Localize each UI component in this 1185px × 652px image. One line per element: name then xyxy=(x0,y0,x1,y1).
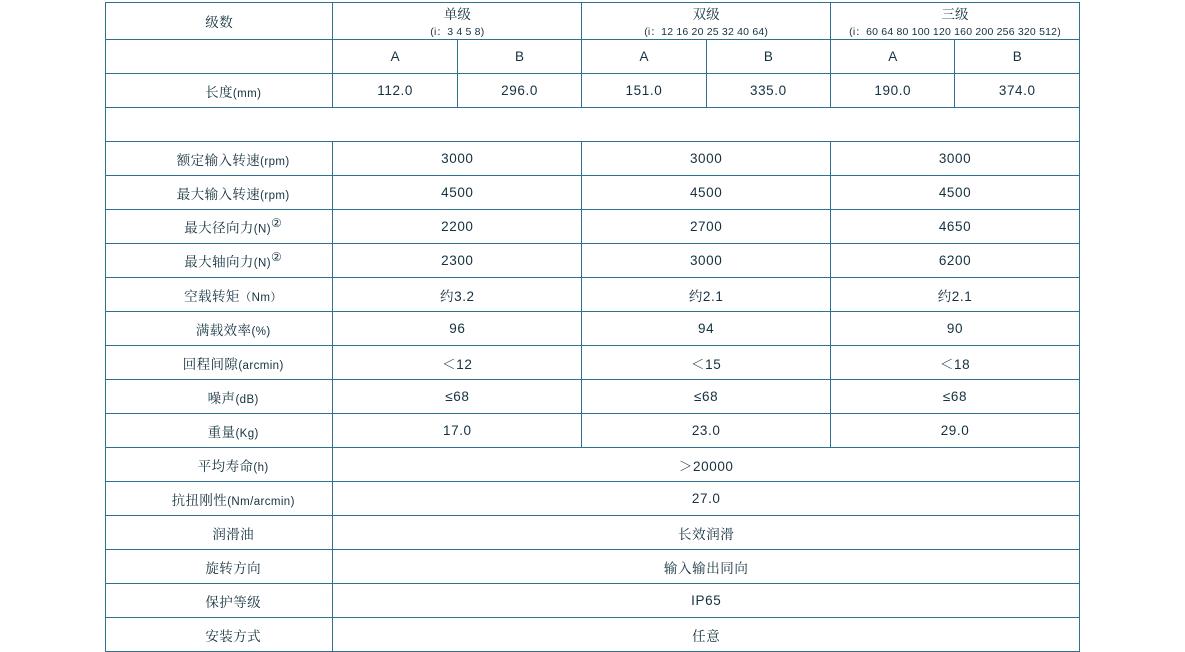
row-unit-backlash: (arcmin) xyxy=(238,359,284,372)
lubricant-value: 长效润滑 xyxy=(333,516,1080,550)
row-note-max-axial-force: ② xyxy=(270,250,283,265)
table-row-length xyxy=(106,74,1080,108)
row-label-average-life-text: 平均寿命 xyxy=(197,458,254,474)
table-row xyxy=(106,414,1080,448)
noise-triple: ≤68 xyxy=(831,380,1080,414)
backlash-double: ＜15 xyxy=(582,346,831,380)
max-radial-force-triple: 4650 xyxy=(831,210,1080,244)
max-axial-force-single: 2300 xyxy=(333,244,582,278)
table-row xyxy=(106,142,1080,176)
row-label-weight-text: 重量 xyxy=(207,424,236,440)
protection-class-value: IP65 xyxy=(333,584,1080,618)
table-row xyxy=(106,346,1080,380)
row-label-torsional-rigidity-text: 抗扭刚性 xyxy=(171,492,228,508)
table-row xyxy=(106,210,1080,244)
length-triple-a: 190.0 xyxy=(831,74,955,108)
row-unit-torsional-rigidity: (Nm/arcmin) xyxy=(227,495,295,508)
table-row xyxy=(106,176,1080,210)
row-unit-length: (mm) xyxy=(232,87,262,100)
row-unit-noise: (dB) xyxy=(235,393,259,406)
header-column-triple xyxy=(831,3,1080,40)
length-triple-b: 374.0 xyxy=(955,74,1080,108)
backlash-single: ＜12 xyxy=(333,346,582,380)
rated-input-speed-double: 3000 xyxy=(582,142,831,176)
row-label-noise xyxy=(106,380,333,414)
row-label-average-life xyxy=(106,448,333,482)
rated-input-speed-triple: 3000 xyxy=(831,142,1080,176)
row-label-backlash xyxy=(106,346,333,380)
table-row xyxy=(106,618,1080,652)
max-input-speed-triple: 4500 xyxy=(831,176,1080,210)
row-label-rotation-direction-text: 旋转方向 xyxy=(205,560,262,576)
no-load-torque-single: 约3.2 xyxy=(333,278,582,312)
table-subheader-row xyxy=(106,40,1080,74)
weight-double: 23.0 xyxy=(582,414,831,448)
row-label-max-radial-force xyxy=(106,210,333,244)
row-label-weight xyxy=(106,414,333,448)
max-radial-force-single: 2200 xyxy=(333,210,582,244)
table-row xyxy=(106,278,1080,312)
row-unit-rated-input-speed: (rpm) xyxy=(260,155,290,168)
table-row xyxy=(106,312,1080,346)
torsional-rigidity-value: 27.0 xyxy=(333,482,1080,516)
row-unit-weight: (Kg) xyxy=(235,427,259,440)
table-row xyxy=(106,448,1080,482)
row-label-no-load-torque xyxy=(106,278,333,312)
full-load-efficiency-single: 96 xyxy=(333,312,582,346)
rotation-direction-value: 输入输出同向 xyxy=(333,550,1080,584)
header-stage-label: 级数 xyxy=(106,3,333,40)
row-unit-full-load-efficiency: (%) xyxy=(251,325,271,338)
rated-input-speed-single: 3000 xyxy=(333,142,582,176)
row-label-max-axial-force xyxy=(106,244,333,278)
table-row xyxy=(106,482,1080,516)
length-single-b: 296.0 xyxy=(457,74,581,108)
row-label-protection-class xyxy=(106,584,333,618)
max-radial-force-double: 2700 xyxy=(582,210,831,244)
row-label-full-load-efficiency-text: 满载效率 xyxy=(195,322,252,338)
mounting-method-value: 任意 xyxy=(333,618,1080,652)
full-load-efficiency-double: 94 xyxy=(582,312,831,346)
row-label-rated-input-speed xyxy=(106,142,333,176)
row-label-lubricant-text: 润滑油 xyxy=(212,526,255,542)
backlash-triple: ＜18 xyxy=(831,346,1080,380)
row-label-max-input-speed-text: 最大输入转速 xyxy=(176,186,261,202)
table-row xyxy=(106,244,1080,278)
header-column-triple-name: 三级 xyxy=(941,7,969,22)
subheader-blank xyxy=(106,40,333,74)
row-label-noise-text: 噪声 xyxy=(207,390,236,406)
subheader-single-a: A xyxy=(333,40,457,74)
row-label-rotation-direction xyxy=(106,550,333,584)
header-column-double-name: 双级 xyxy=(692,7,720,22)
row-label-mounting-method-text: 安装方式 xyxy=(205,628,262,644)
weight-single: 17.0 xyxy=(333,414,582,448)
subheader-double-b: B xyxy=(706,40,830,74)
row-label-lubricant xyxy=(106,516,333,550)
row-unit-max-axial-force: (N) xyxy=(253,257,271,270)
row-label-mounting-method xyxy=(106,618,333,652)
table-row xyxy=(106,550,1080,584)
table-header-row xyxy=(106,3,1080,40)
specification-table xyxy=(105,2,1080,652)
full-load-efficiency-triple: 90 xyxy=(831,312,1080,346)
row-unit-average-life: (h) xyxy=(253,461,269,474)
row-label-full-load-efficiency xyxy=(106,312,333,346)
row-label-length-text: 长度 xyxy=(205,84,233,100)
max-axial-force-double: 3000 xyxy=(582,244,831,278)
average-life-value: ＞20000 xyxy=(333,448,1080,482)
subheader-single-b: B xyxy=(457,40,581,74)
max-input-speed-single: 4500 xyxy=(333,176,582,210)
row-label-max-radial-force-text: 最大径向力 xyxy=(184,220,254,236)
row-label-backlash-text: 回程间隙 xyxy=(182,356,239,372)
row-label-torsional-rigidity xyxy=(106,482,333,516)
max-axial-force-triple: 6200 xyxy=(831,244,1080,278)
header-column-single xyxy=(333,3,582,40)
length-double-a: 151.0 xyxy=(582,74,706,108)
subheader-triple-b: B xyxy=(955,40,1080,74)
row-label-rated-input-speed-text: 额定输入转速 xyxy=(176,152,261,168)
row-unit-max-input-speed: (rpm) xyxy=(260,189,290,202)
length-double-b: 335.0 xyxy=(706,74,830,108)
no-load-torque-double: 约2.1 xyxy=(582,278,831,312)
max-input-speed-double: 4500 xyxy=(582,176,831,210)
noise-single: ≤68 xyxy=(333,380,582,414)
noise-double: ≤68 xyxy=(582,380,831,414)
row-label-max-input-speed xyxy=(106,176,333,210)
no-load-torque-triple: 约2.1 xyxy=(831,278,1080,312)
header-column-double xyxy=(582,3,831,40)
table-spacer-cell xyxy=(106,108,1080,142)
row-unit-no-load-torque: （Nm） xyxy=(239,291,283,304)
table-row xyxy=(106,380,1080,414)
row-label-length xyxy=(106,74,333,108)
row-label-protection-class-text: 保护等级 xyxy=(205,594,262,610)
table-spacer-row xyxy=(106,108,1080,142)
row-note-max-radial-force: ② xyxy=(270,216,283,231)
row-unit-max-radial-force: (N) xyxy=(253,223,271,236)
table-row xyxy=(106,584,1080,618)
weight-triple: 29.0 xyxy=(831,414,1080,448)
header-column-double-ratios: (i：12 16 20 25 32 40 64) xyxy=(644,26,769,38)
header-column-single-name: 单级 xyxy=(443,7,471,22)
row-label-max-axial-force-text: 最大轴向力 xyxy=(184,254,254,270)
subheader-double-a: A xyxy=(582,40,706,74)
subheader-triple-a: A xyxy=(831,40,955,74)
row-label-no-load-torque-text: 空载转矩 xyxy=(184,288,240,304)
length-single-a: 112.0 xyxy=(333,74,457,108)
header-column-triple-ratios: (i：60 64 80 100 120 160 200 256 320 512) xyxy=(849,26,1061,38)
header-column-single-ratios: (i：3 4 5 8) xyxy=(430,26,485,38)
table-row xyxy=(106,516,1080,550)
